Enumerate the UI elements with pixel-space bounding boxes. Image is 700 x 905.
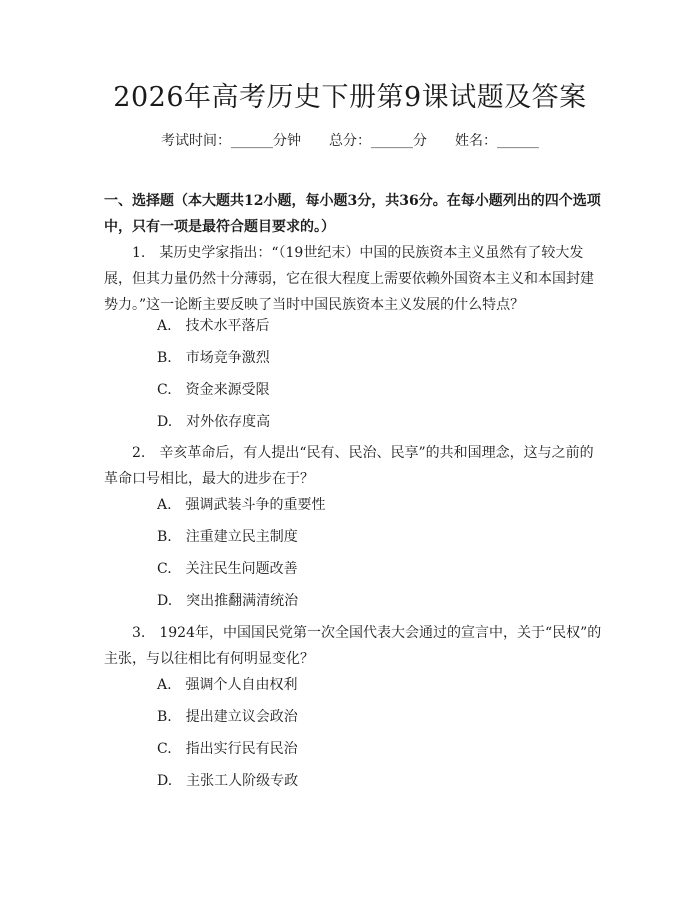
question-2-option-a: A. 强调武装斗争的重要性 — [157, 497, 326, 513]
question-1-option-a: A. 技术水平落后 — [157, 318, 270, 334]
question-1-option-d: D. 对外依存度高 — [157, 414, 271, 430]
question-1-stem: 1. 某历史学家指出：“（19世纪末）中国的民族资本主义虽然有了较大发展，但其力量仍然十分薄弱，它在很大程度上需要依赖外国资本主义和本国封建势力。”这一论断主要反映了当时中国民族资本主义发展的什么特点？ — [104, 245, 594, 313]
question-1-option-c: C. 资金来源受限 — [157, 382, 270, 398]
student-name-field: 姓名：______ — [455, 133, 539, 149]
question-3-option-b: B. 提出建立议会政治 — [157, 709, 298, 725]
question-1-option-b: B. 市场竞争激烈 — [157, 350, 270, 366]
question-2-option-b: B. 注重建立民主制度 — [157, 529, 298, 545]
question-3-option-d: D. 主张工人阶级专政 — [157, 773, 299, 789]
question-2-option-c: C. 关注民生问题改善 — [157, 561, 298, 577]
question-3-option-a: A. 强调个人自由权利 — [157, 677, 298, 693]
exam-time-field: 考试时间：______分钟 — [161, 133, 301, 149]
section-heading: 一、选择题（本大题共12小题，每小题3分，共36分。在每小题列出的四个选项中，只有一项是最符合题目要求的。） — [104, 193, 601, 235]
total-score-field: 总分：______分 — [329, 133, 427, 149]
question-3-option-c: C. 指出实行民有民治 — [157, 741, 298, 757]
question-3-stem: 3. 1924年，中国国民党第一次全国代表大会通过的宣言中，关于“民权”的主张，与以往相比有何明显变化？ — [104, 625, 602, 667]
question-2-stem: 2. 辛亥革命后，有人提出“民有、民治、民享”的共和国理念，这与之前的革命口号相比，最大的进步在于？ — [104, 445, 594, 487]
exam-info-line — [0, 130, 700, 152]
question-2-option-d: D. 突出推翻满清统治 — [157, 593, 299, 609]
page-title: 2026年高考历史下册第9课试题及答案 — [113, 82, 587, 113]
